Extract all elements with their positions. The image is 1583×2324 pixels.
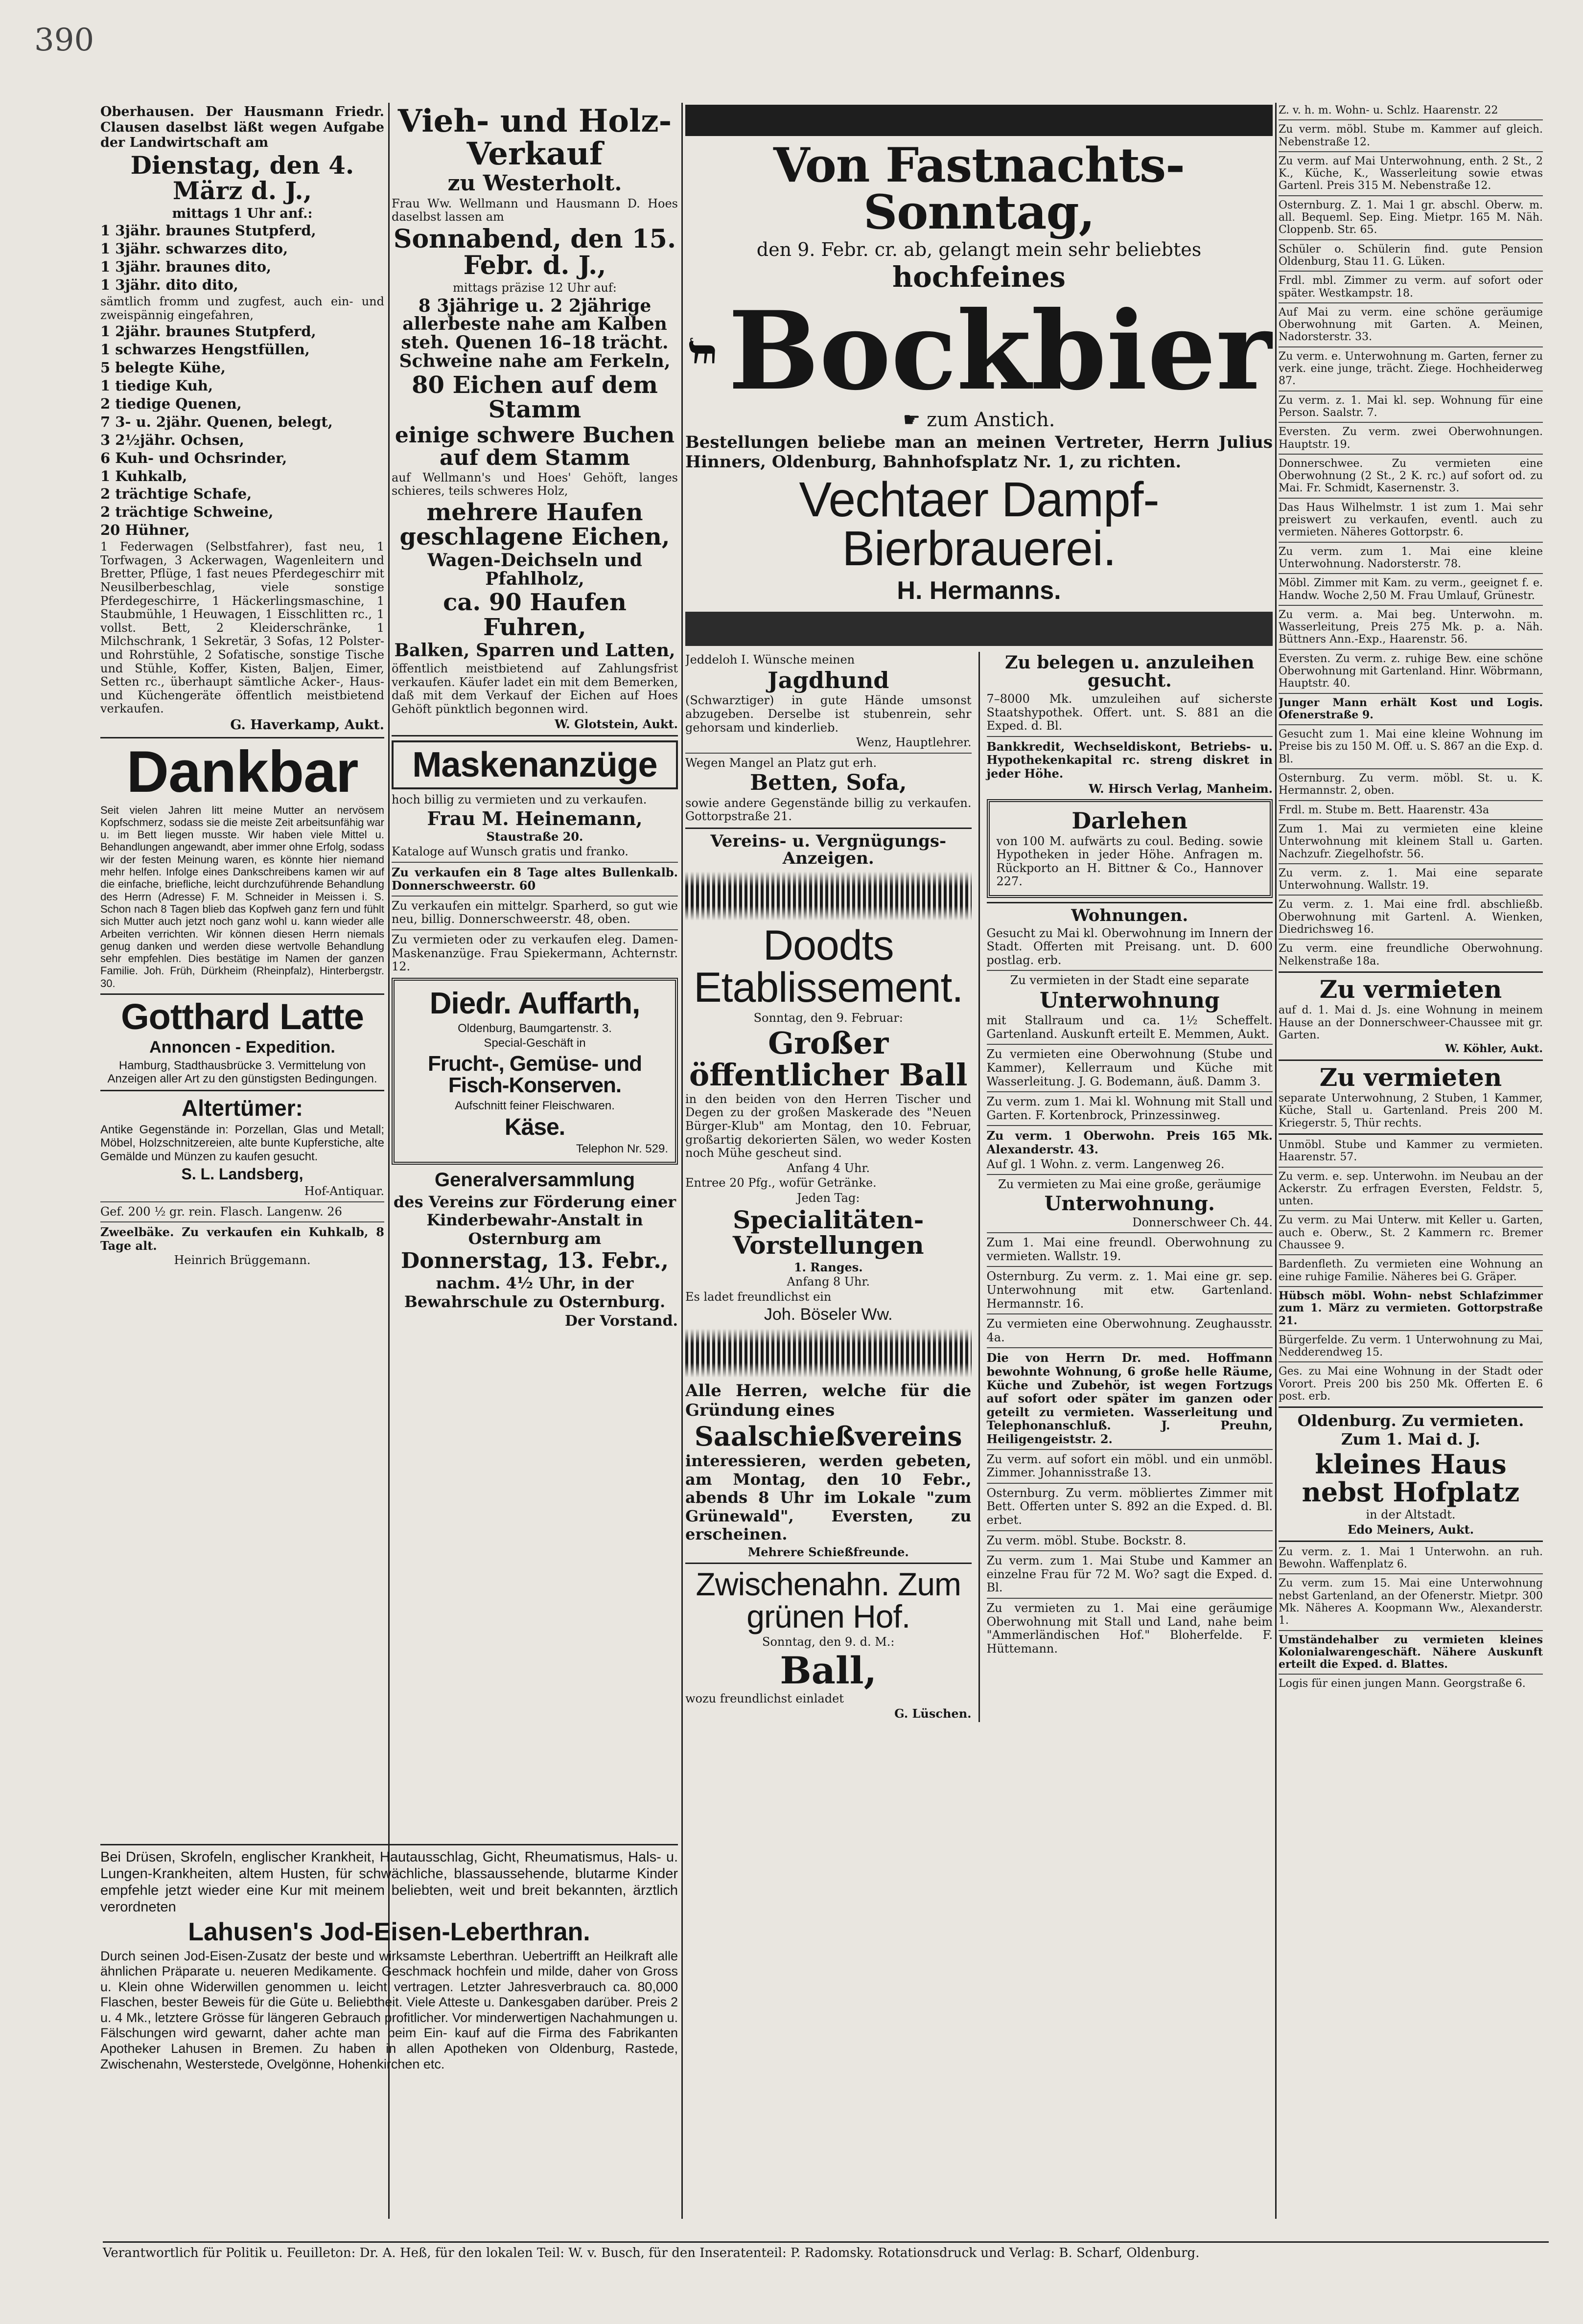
list-item: 1 Kuhkalb, [100, 467, 187, 484]
wohn-item: Zu verm. zum 1. Mai kl. Wohnung mit Stall und Garten. F. Kortenbrock, Prinzessinweg. [986, 1095, 1273, 1122]
goat-icon [685, 302, 719, 400]
divider [1279, 1406, 1543, 1408]
auffarth-addr: Oldenburg, Baumgartenstr. 3. [458, 1021, 612, 1035]
zwisch-title: Zwischenahn. Zum grünen Hof. [696, 1566, 961, 1635]
latte-ad [100, 996, 384, 1086]
list-item: 1 tiedige Kuh, [100, 377, 213, 394]
divider [987, 736, 1273, 737]
doodts-title: Doodts Etablissement. [694, 922, 963, 1012]
divider [987, 1449, 1273, 1450]
darlehen-text: von 100 M. aufwärts zu coul. Beding. sowie Hypotheken in jeder Höhe. Anfragen m. Rückporto an H. Bittner & Co., Hannover 227. [996, 834, 1263, 889]
wohn-item: Unterwohnung. [1044, 1192, 1215, 1215]
vieh-holz-ad [392, 105, 678, 731]
divider [987, 1091, 1273, 1092]
list-item: sämtlich fromm und zugfest, auch ein- und zweispännig eingefahren, [100, 295, 384, 322]
sparherd-ad: Zu verkaufen ein mittelgr. Sparherd, so gut wie neu, billig. Donnerschweerstr. 48, oben. [392, 898, 678, 926]
wohn-item: Zu vermieten eine Oberwohnung (Stube und Kammer), Kellerraum und Küche mit Wasserleitung. J. G. Bodemann, äuß. Damm 3. [986, 1047, 1273, 1088]
masken-name: Frau M. Heinemann, [427, 807, 643, 829]
rental-item: Zum 1. Mai zu vermieten eine kleine Unterwohnung mit kleinem Stall u. Garten. Nachzufr. Ziegelhofstr. 56. [1279, 823, 1543, 860]
list-item: 1 3jähr. braunes Stutpferd, [100, 222, 316, 239]
auffarth-tel: Telephon Nr. 529. [576, 1142, 668, 1155]
divider [1279, 271, 1543, 272]
generalversammlung-ad [392, 1169, 678, 1330]
divider [1279, 1210, 1543, 1211]
divider [1279, 693, 1543, 694]
list-item: 2 trächtige Schweine, [100, 504, 274, 521]
list-item: 7 3- u. 2jähr. Quenen, belegt, [100, 413, 333, 430]
lahusen-intro: Bei Drüsen, Skrofeln, englischer Krankheit, Hautausschlag, Gicht, Rheumatismus, Hals- u. Lungen-Krankheiten, altem Husten, für schwächliche, blassaussehende, blutarme Kinder empfehle jetzt wieder eine Kur mit meinem beliebten, weit und breit bekannten, ärztlich verordneten [100, 1849, 678, 1915]
vieh-text: Frau Ww. Wellmann und Hausmann D. Hoes daselbst lassen am [392, 196, 678, 224]
rental-item: Osternburg. Zu verm. möbl. St. u. K. Hermannstr. 2, oben. [1279, 772, 1543, 797]
divider [1279, 649, 1543, 650]
list-item: 1 schwarzes Hengstfüllen, [100, 341, 310, 358]
damen-ad: Zu vermieten oder zu verkaufen eleg. Damen-Maskenanzüge. Frau Spiekermann, Achternstr. 12. [392, 933, 678, 974]
dankbar-ad [100, 738, 384, 989]
divider [987, 1530, 1273, 1531]
vieh-eichen: 80 Eichen auf dem Stamm [412, 371, 658, 424]
masken-ad [392, 740, 678, 859]
divider [1279, 1254, 1543, 1255]
divider [100, 1844, 678, 1845]
column-rule [1275, 103, 1277, 2219]
divider [392, 929, 678, 930]
bock-row [685, 287, 1273, 414]
wohn-item: Unterwohnung [1039, 988, 1220, 1013]
auction-item-list [100, 223, 384, 539]
gv-title: Generalversammlung [434, 1169, 635, 1191]
divider [685, 828, 972, 829]
divider [1279, 573, 1543, 574]
wohn-item: Osternburg. Zu verm. z. 1. Mai eine gr. sep. Unterwohnung mit etw. Gartenland. Hermannstr. 16. [986, 1269, 1273, 1311]
divider [1279, 800, 1543, 801]
rental-item: Ges. zu Mai eine Wohnung in der Stadt oder Vorort. Preis 200 bis 250 Mk. Offerten E. 6 post. erb. [1279, 1365, 1543, 1403]
lahusen-title: Lahusen's Jod-Eisen-Leberthran. [188, 1917, 590, 1946]
fastnacht-fein: hochfeines [892, 260, 1066, 294]
rental-item: Das Haus Wilhelmstr. 1 ist zum 1. Mai sehr preiswert zu verkaufen, eventl. auch zu vermieten. Näheres Gottorpstr. 6. [1279, 501, 1543, 539]
rental-item: Logis für einen jungen Mann. Georgstraße 6. [1279, 1678, 1526, 1690]
rental-item: Umständehalber zu vermieten kleines Kolonialwarengeschäft. Nähere Auskunft erteilt die Exped. d. Blattes. [1279, 1633, 1543, 1671]
divider [392, 862, 678, 863]
alt-sign-2: Hof-Antiquar. [304, 1184, 384, 1198]
divider [987, 1232, 1273, 1233]
divider [987, 1550, 1273, 1551]
divider [1279, 1330, 1543, 1331]
rental-item: Zu verm. zum 15. Mai eine Unterwohnung nebst Gartenland, an der Ofenerstr. Mietpr. 300 Mk. Näheres A. Koopmann Ww., Alexanderstr. 1. [1279, 1577, 1543, 1627]
page-number: 390 [34, 22, 94, 58]
divider [1279, 1674, 1543, 1675]
gv-text-2: nachm. 4½ Uhr, in der Bewahrschule zu Osternburg. [404, 1274, 666, 1311]
rental-item: Junger Mann erhält Kost und Logis. Ofenerstraße 9. [1279, 696, 1543, 721]
vieh-items: 8 3jährige u. 2 2jährige allerbeste nahe am Kalben steh. Quenen 16–18 trächt. Schweine nahe am Ferkeln, [399, 295, 671, 371]
rental-item: Frdl. mbl. Zimmer zu verm. auf sofort oder später. Westkampstr. 18. [1279, 275, 1543, 299]
belegen-title: Zu belegen u. anzuleihen gesucht. [1005, 652, 1255, 691]
rental-item: Z. v. h. m. Wohn- u. Schlz. Haarenstr. 22 [1279, 104, 1498, 116]
wohn-item: mit Stallraum und ca. 1½ Scheffelt. Gartenland. Auskunft erteilt E. Memmen, Aukt. [986, 1013, 1273, 1041]
auffarth-sub: Aufschnitt feiner Fleischwaren. [455, 1099, 615, 1112]
divider [1279, 346, 1543, 347]
list-item: 20 Hühner, [100, 522, 190, 539]
auffarth-ad [392, 978, 678, 1165]
bestell-text: Bestellungen beliebe man an meinen Vertreter, Herrn Julius Hinners, Oldenburg, Bahnhofsplatz Nr. 1, zu richten. [685, 433, 1273, 472]
gray-band [685, 612, 1273, 646]
jagd-sign: Wenz, Hauptlehrer. [856, 736, 972, 750]
lahusen-ad [100, 1840, 678, 2216]
betten-text: sowie andere Gegenstände billig zu verkaufen. Gottorpstraße 21. [685, 796, 972, 824]
alt-text: Antike Gegenstände in: Porzellan, Glas und Metall; Möbel, Holzschnitzereien, alte bunte Kupferstiche, alte Gemälde und Münzen zu kaufen gesucht. [100, 1123, 384, 1163]
vieh-date: Sonnabend, den 15. Febr. d. J., [393, 224, 676, 281]
wohn-item: Zu vermieten zu 1. Mai eine geräumige Oberwohnung mit Stall und Land, nahe beim "Ammerländischen Hof." Bloherfelde. F. Hüttemann. [986, 1601, 1273, 1656]
spec-title: Specialitäten-Vorstellungen [732, 1205, 924, 1260]
divider [685, 753, 972, 754]
haus-text: in der Altstadt. [1366, 1507, 1456, 1521]
col3-right [987, 652, 1273, 1722]
wohn-item: Gesucht zu Mai kl. Oberwohnung im Innern der Stadt. Offerten mit Preisang. unt. D. 600 postlag. erb. [986, 926, 1273, 967]
list-item: 1 3jähr. braunes dito, [100, 258, 272, 276]
saal-sign: Mehrere Schießfreunde. [747, 1544, 909, 1559]
darlehen-ad [987, 799, 1273, 898]
auffarth-kaese: Käse. [504, 1114, 565, 1140]
divider [1279, 302, 1543, 303]
col3-top-split [685, 652, 1273, 1722]
verm1-sign: W. Köhler, Aukt. [1445, 1042, 1543, 1056]
bank-sign: W. Hirsch Verlag, Manheim. [1089, 781, 1273, 796]
betten-title: Betten, Sofa, [750, 770, 907, 796]
imprint-footer [103, 2241, 1549, 2260]
wohn-item: Die von Herrn Dr. med. Hoffmann bewohnte Wohnung, 6 große helle Räume, Küche und Zubehör, ist wegen Fortzugs auf sofort oder später im ganzen oder geteilt zu vermieten. Wasserleitung und Telephonanschluß. J. Preuhn, Heiligengeiststr. 2. [986, 1351, 1273, 1447]
auction-date: Dienstag, den 4. März d. J., [130, 150, 354, 206]
zwisch-ball: Ball, [780, 1648, 877, 1692]
masken-text: hoch billig zu vermieten und zu verkaufen. [392, 792, 647, 806]
divider [1279, 151, 1543, 152]
wohn-item: Donnerschweer Ch. 44. [1132, 1215, 1273, 1229]
divider [1279, 895, 1543, 896]
wohn-item: Zu verm. auf sofort ein möbl. und ein unmöbl. Zimmer. Johannisstraße 13. [986, 1452, 1273, 1480]
jagd-title: Jagdhund [768, 667, 889, 694]
divider [987, 1347, 1273, 1348]
rental-item: Zu verm. z. 1. Mai eine frdl. abschließb. Oberwohnung mit Gartenl. A. Wienken, Diedrichsweg 16. [1279, 898, 1543, 936]
anstich-label: zum Anstich. [927, 409, 1055, 432]
saal-text: interessieren, werden gebeten, am Montag, den 10 Febr., abends 8 Uhr im Lokale "zum Grünewald", Eversten, zu erscheinen. [685, 1451, 972, 1544]
bockbier-title: Bockbier [728, 287, 1273, 414]
rental-item: Zu verm. a. Mai beg. Unterwohn. m. Wasserleitung, Preis 275 Mk. p. a. Näh. Büttners Ann.-Exp., Haarenstr. 56. [1279, 608, 1543, 646]
wohn-item: Zu verm. 1 Oberwohn. Preis 165 Mk. Alexanderstr. 43. [986, 1128, 1273, 1156]
rental-item: Gesucht zum 1. Mai eine kleine Wohnung im Preise bis zu 150 M. Off. u. S. 867 an die Exp. d. Bl. [1279, 728, 1543, 765]
bulle-ad: Zu verkaufen ein 8 Tage altes Bullenkalb. Donnerschweerstr. 60 [392, 865, 678, 893]
list-item: 3 2½jähr. Ochsen, [100, 431, 244, 448]
column-3 [685, 103, 1273, 2219]
imprint-text: Verantwortlich für Politik u. Feuilleton: Dr. A. Heß, für den lokalen Teil: W. v. Busch, für den Inseratenteil: P. Radomsky. Rotationsdruck und Verlag: B. Scharf, Oldenburg. [103, 2246, 1200, 2260]
belegen-text: 7–8000 Mk. umzuleihen auf sicherste Staatshypothek. Offert. unt. S. 881 an die Exped. d. Bl. [986, 692, 1273, 733]
rental-item: Zu verm. zum 1. Mai eine kleine Unterwohnung. Nadorsterstr. 78. [1279, 545, 1543, 570]
ornament-band [685, 872, 972, 920]
divider [392, 735, 678, 736]
divider [1279, 195, 1543, 196]
gv-date: Donnerstag, 13. Febr., [401, 1248, 669, 1274]
bockbier-ad [685, 138, 1273, 606]
divider [100, 993, 384, 995]
doodts-text: in den beiden von den Herren Tischer und Degen zu der großen Maskerade des "Neuen Bürger-Klub" am Montag, den 10. Februar, großartig dekorierten Sälen, wo weder Kosten noch Mühe gescheut sind. [685, 1092, 972, 1160]
vieh-buchen: einige schwere Buchen auf dem Stamm [395, 422, 675, 470]
divider [1279, 1167, 1543, 1168]
zweelbaeke-ad: Zweelbäke. Zu verkaufen ein Kuhkalb, 8 Tage alt. [100, 1225, 384, 1253]
divider [1279, 605, 1543, 606]
haus-intro: Oldenburg. Zu vermieten. Zum 1. Mai d. J. [1297, 1411, 1524, 1449]
verm1-text: auf d. 1. Mai d. Js. eine Wohnung in meinem Hause an der Donnerschweer-Chaussee mit gr. Garten. [1279, 1004, 1543, 1042]
gef-ad: Gef. 200 ½ gr. rein. Flasch. Langenw. 26 [100, 1204, 342, 1219]
vieh-time: mittags präzise 12 Uhr auf: [453, 280, 617, 295]
divider [1279, 498, 1543, 499]
rental-item: Zu verm. auf Mai Unterwohnung, enth. 2 St., 2 K., Küche, K., Wasserleitung sowie etwas Gartenl. Preis 315 M. Nebenstraße 12. [1279, 155, 1543, 192]
alt-sign: S. L. Landsberg, [181, 1165, 303, 1183]
auffarth-title: Diedr. Auffarth, [429, 986, 640, 1020]
rental-item: Zu verm. e. Unterwohnung m. Garten, ferner zu verk. eine junge, trächt. Ziege. Hochheiderweg 87. [1279, 350, 1543, 388]
divider [1279, 768, 1543, 769]
divider [1279, 1286, 1543, 1287]
divider [987, 1125, 1273, 1126]
wohn-title: Wohnungen. [1071, 905, 1188, 925]
zwisch-text: wozu freundlichst einladet [685, 1691, 844, 1705]
divider [100, 1221, 384, 1222]
doodts-entree: Entree 20 Pfg., wofür Getränke. [685, 1176, 877, 1190]
divider [1279, 1541, 1543, 1542]
jeden-tag: Jeden Tag: [797, 1191, 860, 1205]
zweelbaeke-sign: Heinrich Brüggemann. [174, 1253, 311, 1267]
rental-item: Zu verm. zu Mai Unterw. mit Keller u. Garten, auch e. Oberw., St. 2 Kammern rc. Bremer Chaussee 9. [1279, 1214, 1543, 1252]
latte-sub: Annoncen - Expedition. [149, 1038, 335, 1057]
vieh-title: Vieh- und Holz-Verkauf [397, 103, 672, 173]
column-4 [1279, 103, 1543, 2219]
saal-title: Saalschießvereins [694, 1420, 962, 1452]
divider [1279, 454, 1543, 455]
divider [1279, 542, 1543, 543]
divider [1279, 1361, 1543, 1362]
lahusen-text: Durch seinen Jod-Eisen-Zusatz der beste und wirksamste Leberthran. Uebertrifft an Heilkraft alle ähnlichen Präparate u. neueren Medikamente. Geschmack hochfein und milde, daher von Gross u. Klein ohne Widerwillen genommen u. leicht vertragen. Letzter Jahresverbrauch ca. 80,000 Flaschen, bester Beweis für die Güte u. Beliebtheit. Viele Atteste u. Dankesgaben darüber. Preis 2 u. 4 Mk., letztere Grösse für längeren Gebrauch profitlicher. Vor minderwertigen Nachahmungen u. Fälschungen wird gewarnt, daher achte man beim Ein- kauf auf die Firma des Fabrikanten Apotheker Lahusen in Bremen. Zu haben in allen Apotheken von Oldenburg, Rastede, Zwischenahn, Westerstede, Ovelgönne, Hohenkirchen etc. [100, 1948, 678, 2071]
divider [987, 1483, 1273, 1484]
bank-text: Bankkredit, Wechseldiskont, Betriebs- u. Hypothekenkapital rc. streng diskret in jeder Höhe. [986, 739, 1273, 781]
divider [1279, 819, 1543, 820]
ornament-band [685, 1329, 972, 1378]
divider [987, 1313, 1273, 1314]
vieh-place: zu Westerholt. [447, 171, 622, 196]
wohn-item: Zum 1. Mai eine freundl. Oberwohnung zu vermieten. Wallstr. 19. [986, 1236, 1273, 1263]
list-item: 2 tiedige Quenen, [100, 395, 242, 412]
haus-sign: Edo Meiners, Aukt. [1347, 1522, 1474, 1537]
hermanns-sign: H. Hermanns. [897, 576, 1061, 605]
darlehen-title: Darlehen [1071, 807, 1188, 834]
rental-item: Zu verm. e. sep. Unterwohn. im Neubau an der Ackerstr. Zu erfragen Eversten, Feldstr. 5, unten. [1279, 1170, 1543, 1208]
rental-item: Frdl. m. Stube m. Bett. Haarenstr. 43a [1279, 804, 1490, 816]
rental-item: Auf Mai zu verm. eine schöne geräumige Oberwohnung mit Garten. A. Meinen, Nadorsterstr. 33. [1279, 306, 1543, 344]
divider [987, 970, 1273, 971]
gv-text: des Vereins zur Förderung einer Kinderbewahr-Anstalt in Osternburg am [393, 1192, 676, 1248]
fastnacht-text: den 9. Febr. cr. ab, gelangt mein sehr beliebtes [756, 239, 1202, 260]
auction-intro: Oberhausen. Der Hausmann Friedr. Clausen daselbst läßt wegen Aufgabe der Landwirtschaft am [100, 104, 384, 151]
divider [685, 1563, 972, 1564]
rental-item: Zu verm. z. 1. Mai 1 Unterwohn. an ruh. Bewohn. Waffenplatz 6. [1279, 1545, 1543, 1571]
rental-item: Zu verm. z. 1. Mai kl. sep. Wohnung für eine Person. Saalstr. 7. [1279, 394, 1543, 419]
verein-title: Vereins- u. Vergnügungs-Anzeigen. [710, 831, 947, 869]
vieh-fuhren: ca. 90 Haufen Fuhren, [443, 589, 627, 641]
wohn-item: Zu vermieten eine Oberwohnung. Zeughausstr. 4a. [986, 1317, 1273, 1344]
vieh-text-2: auf Wellmann's und Hoes' Gehöft, langes schieres, teils schweres Holz, [392, 470, 678, 498]
dankbar-title: Dankbar [126, 738, 358, 805]
jagd-text: (Schwarztiger) in gute Hände umsonst abzugeben. Derselbe ist stubenrein, sehr gehorsam und kinderlieb. [685, 693, 972, 735]
doodts-date: Sonntag, den 9. Februar: [753, 1011, 903, 1025]
divider [1279, 239, 1543, 240]
verm1-title: Zu vermieten [1319, 974, 1502, 1004]
hand-pointer-icon: ☛ [903, 409, 927, 432]
rental-item: Zu verm. eine freundliche Oberwohnung. Nelkenstraße 18a. [1279, 943, 1543, 967]
haus-title: kleines Haus nebst Hofplatz [1302, 1449, 1520, 1508]
list-item: 1 3jähr. schwarzes dito, [100, 240, 288, 257]
divider [1279, 1630, 1543, 1631]
auffarth-spec: Special-Geschäft in [484, 1036, 586, 1050]
latte-text: Hamburg, Stadthausbrücke 3. Vermittelung von Anzeigen aller Art zu den günstigsten Bedingungen. [107, 1058, 377, 1086]
divider [100, 1090, 384, 1091]
jagd-intro: Jeddeloh I. Wünsche meinen [685, 652, 855, 667]
rental-item: Osternburg. Z. 1. Mai 1 gr. abschl. Oberw. m. all. Bequeml. Sep. Eing. Mietpr. 165 M. Näh. Cloppenb. Str. 65. [1279, 199, 1543, 236]
rental-item: Hübsch möbl. Wohn- nebst Schlafzimmer zum 1. März zu vermieten. Gottorpstraße 21. [1279, 1289, 1543, 1327]
rental-item: Zu verm. möbl. Stube m. Kammer auf gleich. Nebenstraße 12. [1279, 123, 1543, 148]
spec-ladet: Es ladet freundlichst ein [685, 1289, 832, 1304]
divider [100, 737, 384, 738]
masken-note: Kataloge auf Wunsch gratis und franko. [392, 845, 629, 859]
herren-text: Alle Herren, welche für die Gründung eines [685, 1381, 972, 1420]
latte-title: Gotthard Latte [121, 996, 364, 1037]
rental-item: Bardenfleth. Zu vermieten eine Wohnung an eine ruhige Familie. Näheres bei G. Gräper. [1279, 1258, 1543, 1283]
rental-item: Möbl. Zimmer mit Kam. zu verm., geeignet f. e. Handw. Woche 2,50 M. Frau Umlauf, Grünestr. [1279, 577, 1543, 602]
wohn-item: Osternburg. Zu verm. möbliertes Zimmer mit Bett. Offerten unter S. 892 an die Exped. d. Bl. erbet. [986, 1486, 1273, 1527]
divider [1279, 1133, 1543, 1135]
divider [987, 1598, 1273, 1599]
dankbar-text: Seit vielen Jahren litt meine Mutter an nervösem Kopfschmerz, sodass sie die meiste Zeit arbeitsunfähig war u. im Bett liegen musste. Wir haben viele Mittel u. Behandlungen angewandt, aber immer ohne Erfolg, sodass wir der festen Meinung waren, es könnte hier niemand mehr helfen. Infolge eines Dankschreibens kamen wir auf die einfache, briefliche, leicht durchzuführende Behandlung des Herrn (Adresse) F. M. Schneider in Meissen i. S. Schon nach 8 Tagen blieb das Kopfweh ganz fern und fühlt sich Mutter auch jetzt noch ganz wohl u. kann wieder alle Arbeiten verrichten. Wir können diesen Herrn niemals genug danken und werden diese wertvolle Behandlung sehr empfehlen. Dies bestätige im Namen der ganzen Familie. Joh. Früh, Dürkheim (Rheinpfalz), Hinterbergstr. 30. [100, 804, 384, 989]
divider [1279, 119, 1543, 120]
zwisch-sign: G. Lüschen. [894, 1706, 972, 1721]
doodts-anfang: Anfang 4 Uhr. [787, 1161, 870, 1175]
masken-title: Maskenanzüge [412, 745, 657, 784]
vieh-wagen: Wagen-Deichseln und Pfahlholz, [427, 550, 642, 589]
divider [1279, 1573, 1543, 1574]
altertuemer-ad [100, 1095, 384, 1198]
divider [1279, 971, 1543, 973]
masken-addr: Staustraße 20. [486, 829, 583, 844]
divider [1279, 1059, 1543, 1061]
wohn-item: Zu verm. zum 1. Mai Stube und Kammer an einzelne Frau für 72 M. Wo? sagt die Exped. d. Bl. [986, 1554, 1273, 1595]
rental-item: Donnerschwee. Zu vermieten eine Oberwohnung (2 St., 2 K. rc.) auf sofort od. zu Mai. Fr. Schmidt, Kasernenstr. 3. [1279, 457, 1543, 495]
col3-left [685, 652, 972, 1722]
black-band [685, 105, 1273, 136]
column-rule [978, 652, 980, 1722]
divider [1279, 724, 1543, 725]
divider [987, 1174, 1273, 1175]
list-item: 6 Kuh- und Ochsrinder, [100, 449, 287, 466]
divider [987, 1044, 1273, 1045]
vieh-text-3: öffentlich meistbietend auf Zahlungsfrist verkaufen. Käufer ladet ein mit dem Bemerken, daß mit dem Verkauf der Eichen auf Hoes Gehöft pünktlich begonnen wird. [392, 662, 678, 716]
auction-sign: G. Haverkamp, Aukt. [230, 717, 384, 733]
alt-title: Altertümer: [182, 1095, 303, 1121]
rental-item: Bürgerfelde. Zu verm. 1 Unterwohnung zu Mai, Nedderendweg 15. [1279, 1334, 1543, 1359]
divider [100, 1201, 384, 1202]
doodts-ball: Großer öffentlicher Ball [689, 1025, 968, 1093]
betten-intro: Wegen Mangel an Platz gut erh. [685, 756, 877, 770]
auction-time: mittags 1 Uhr anf.: [172, 206, 313, 221]
auction-ad [100, 104, 384, 733]
divider [1279, 939, 1543, 940]
fastnacht-title: Von Fastnachts-Sonntag, [773, 138, 1185, 240]
auffarth-main: Frucht-, Gemüse- und Fisch-Konserven. [427, 1052, 642, 1097]
rental-item: Eversten. Zu verm. z. ruhige Bew. eine schöne Oberwohnung mit Gartenland. Hinr. Wöbrmann, Hauptstr. 40. [1279, 652, 1543, 690]
rental-item: Schüler o. Schülerin find. gute Pension Oldenburg, Stau 11. G. Lüken. [1279, 243, 1543, 268]
divider [1279, 422, 1543, 423]
list-item: 2 trächtige Schafe, [100, 485, 252, 503]
rental-item: Eversten. Zu verm. zwei Oberwohnungen. Hauptstr. 19. [1279, 426, 1543, 451]
masken-title-box [392, 740, 678, 789]
verm2-title: Zu vermieten [1319, 1062, 1502, 1092]
vieh-sign: W. Glotstein, Aukt. [555, 717, 678, 732]
wohn-item: Zu vermieten zu Mai eine große, geräumige [998, 1177, 1261, 1192]
divider [987, 902, 1273, 903]
spec-sign: Joh. Böseler Ww. [764, 1305, 893, 1324]
rental-item: Zu verm. z. 1. Mai eine separate Unterwohnung. Wallstr. 19. [1279, 867, 1543, 892]
rental-item: Unmöbl. Stube und Kammer zu vermieten. Haarenstr. 57. [1279, 1139, 1543, 1164]
list-item: 1 3jähr. dito dito, [100, 276, 238, 294]
wohn-item: Auf gl. 1 Wohn. z. verm. Langenweg 26. [986, 1157, 1225, 1171]
list-item: 5 belegte Kühe, [100, 359, 226, 376]
divider [392, 896, 678, 897]
list-item: 1 2jähr. braunes Stutpferd, [100, 323, 316, 340]
vieh-balken: Balken, Sparren und Latten, [394, 640, 675, 661]
divider [987, 1266, 1273, 1267]
spec-rang: 1. Ranges. [793, 1260, 863, 1274]
zwisch-date: Sonntag, den 9. d. M.: [762, 1635, 895, 1649]
auction-text: 1 Federwagen (Selbstfahrer), fast neu, 1 Torfwagen, 3 Ackerwagen, Wagenleitern und Bretter, Pflüge, 1 fast neues Pferdegeschirr mit Neusilberbeschlag, viele sonstige Pferdegeschirre, 1 Häckerlingsmaschine, 1 Staubmühle, 1 Heuwagen, 1 Eisschlitten rc., 1 vollst. Bett, 2 Kleiderschränke, 1 Milchschrank, 1 Sekretär, 3 Sofas, 12 Polster- und Rohrstühle, 2 Sofatische, sonstige Tische und Stühle, Koffer, Kisten, Baljen, Eimer, Setten rc., überhaupt sämtliche Acker-, Haus- und Küchengeräte öffentlich meistbietend verkaufen. [100, 540, 384, 716]
brauerei-title: Vechtaer Dampf-Bierbrauerei. [799, 472, 1159, 576]
wohn-item: Zu verm. möbl. Stube. Bockstr. 8. [986, 1533, 1187, 1547]
wohn-item: Zu vermieten in der Stadt eine separate [1010, 973, 1249, 988]
gv-sign: Der Vorstand. [564, 1312, 678, 1330]
vieh-haufen: mehrere Haufen geschlagene Eichen, [399, 499, 670, 551]
divider [1279, 863, 1543, 864]
verm2-text: separate Unterwohnung, 2 Stuben, 1 Kammer, Küche, Stall u. Gartenland. Preis 200 M. Kriegerstr. 5, Thür rechts. [1279, 1092, 1543, 1129]
spec-anfang: Anfang 8 Uhr. [787, 1275, 870, 1289]
column-rule [681, 103, 683, 2219]
